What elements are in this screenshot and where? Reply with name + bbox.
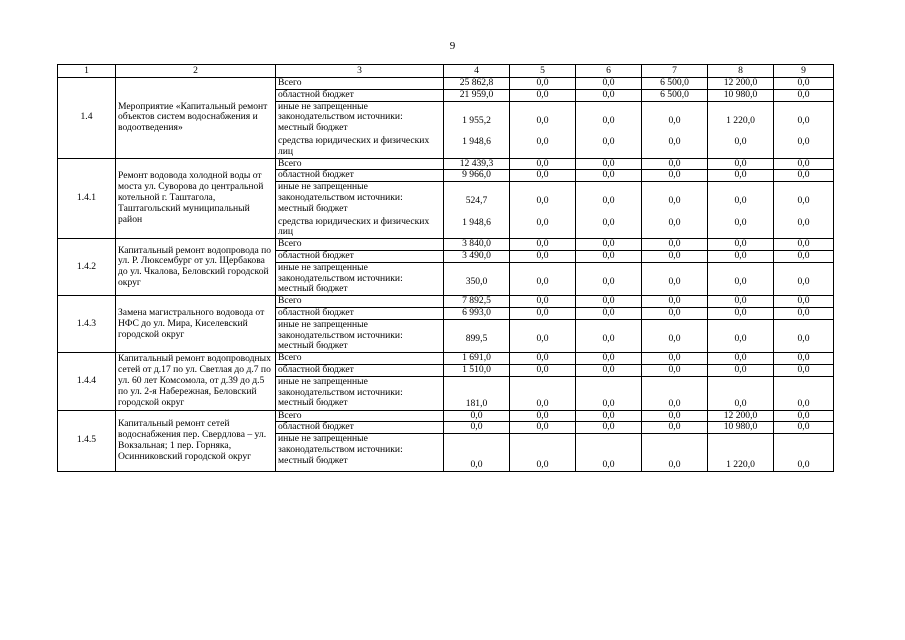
value-cell: 0,0 [510, 89, 576, 101]
value-cell: 0,0 [774, 307, 834, 319]
value-cell: 6 993,0 [444, 307, 510, 319]
source-regional: областной бюджет [276, 170, 444, 182]
local-value: 181,0 [465, 397, 488, 409]
value-cell [444, 182, 510, 239]
value-cell: 0,0 [708, 158, 774, 170]
value-cell: 0,0 [774, 353, 834, 365]
local-value: 0,0 [602, 275, 615, 287]
value-cell: 0,0 [576, 364, 642, 376]
value-cell: 10 980,0 [708, 89, 774, 101]
source-other [276, 434, 444, 472]
source-regional: областной бюджет [276, 422, 444, 434]
value-cell: 0,0 [642, 239, 708, 251]
value-cell: 6 500,0 [642, 89, 708, 101]
local-value: 0,0 [536, 275, 549, 287]
measure-name: Ремонт водовода холодной воды от моста ул. Суворова до центральной котельной г. Таштагола, Таштагольский муниципальный район [116, 158, 276, 239]
value-cell [642, 101, 708, 158]
source-total: Всего [276, 353, 444, 365]
value-cell [576, 262, 642, 295]
value-cell: 0,0 [642, 307, 708, 319]
value-cell: 0,0 [510, 307, 576, 319]
value-cell [510, 376, 576, 410]
value-cell [444, 101, 510, 158]
source-other [276, 182, 444, 239]
legal-value: 0,0 [797, 216, 810, 228]
value-cell: 3 840,0 [444, 239, 510, 251]
value-cell: 6 500,0 [642, 78, 708, 90]
header-cell: 9 [774, 65, 834, 78]
local-value: 1 220,0 [726, 114, 755, 126]
legal-value: 0,0 [668, 216, 681, 228]
label-local: местный бюджет [278, 122, 348, 134]
local-value: 0,0 [797, 397, 810, 409]
budget-table [57, 64, 834, 472]
value-cell: 12 200,0 [708, 78, 774, 90]
value-cell: 0,0 [510, 364, 576, 376]
row-number: 1.4.3 [58, 296, 116, 353]
label-local: местный бюджет [278, 202, 348, 214]
source-regional: областной бюджет [276, 364, 444, 376]
value-cell [576, 376, 642, 410]
value-cell: 0,0 [510, 296, 576, 308]
label-other: иные не запрещенные законодательством источники: [278, 100, 403, 123]
legal-value: 1 948,6 [462, 136, 491, 148]
value-cell [510, 319, 576, 352]
source-regional: областной бюджет [276, 89, 444, 101]
local-value: 899,5 [465, 332, 488, 344]
value-cell: 0,0 [708, 296, 774, 308]
local-value: 0,0 [668, 397, 681, 409]
value-cell: 0,0 [774, 158, 834, 170]
value-cell: 0,0 [774, 239, 834, 251]
local-value: 0,0 [668, 195, 681, 207]
legal-value: 0,0 [602, 136, 615, 148]
local-value: 0,0 [602, 332, 615, 344]
value-cell: 0,0 [774, 422, 834, 434]
measure-name: Капитальный ремонт сетей водоснабжения пер. Свердлова – ул. Вокзальная; 1 пер. Горняка, Осинниковский городской округ [116, 410, 276, 471]
label-local: местный бюджет [278, 340, 348, 352]
local-value: 0,0 [602, 459, 615, 471]
local-value: 0,0 [668, 275, 681, 287]
label-other: иные не запрещенные законодательством источники: [278, 433, 403, 455]
local-value: 0,0 [536, 332, 549, 344]
value-cell: 21 959,0 [444, 89, 510, 101]
value-cell [576, 182, 642, 239]
value-cell: 10 980,0 [708, 422, 774, 434]
value-cell: 0,0 [576, 307, 642, 319]
local-value: 0,0 [797, 195, 810, 207]
header-cell: 2 [116, 65, 276, 78]
value-cell: 0,0 [576, 250, 642, 262]
value-cell [708, 319, 774, 352]
label-local: местный бюджет [278, 283, 348, 295]
value-cell: 0,0 [510, 158, 576, 170]
local-value: 1 220,0 [726, 459, 755, 471]
value-cell: 0,0 [708, 239, 774, 251]
header-cell: 3 [276, 65, 444, 78]
value-cell: 0,0 [708, 170, 774, 182]
label-other: иные не запрещенные законодательством источники: [278, 181, 403, 203]
source-other [276, 101, 444, 158]
value-cell: 0,0 [576, 422, 642, 434]
label-legal: средства юридических и физических лиц [278, 215, 430, 238]
measure-name: Замена магистрального водовода от НФС до ул. Мира, Киселевский городской округ [116, 296, 276, 353]
local-value: 0,0 [602, 114, 615, 126]
value-cell: 0,0 [642, 158, 708, 170]
local-value: 0,0 [668, 332, 681, 344]
value-cell [642, 182, 708, 239]
local-value: 0,0 [668, 459, 681, 471]
label-legal: средства юридических и физических лиц [278, 134, 430, 157]
measure-name: Капитальный ремонт водопровода по ул. Р. Люксембург от ул. Щербакова до ул. Чкалова, Беловский городской округ [116, 239, 276, 296]
value-cell [774, 319, 834, 352]
value-cell: 0,0 [774, 78, 834, 90]
local-value: 0,0 [734, 397, 747, 409]
source-total: Всего [276, 410, 444, 422]
value-cell [642, 434, 708, 472]
local-value: 0,0 [536, 114, 549, 126]
source-other [276, 376, 444, 410]
value-cell: 0,0 [774, 250, 834, 262]
value-cell [774, 434, 834, 472]
value-cell: 0,0 [510, 422, 576, 434]
header-cell: 6 [576, 65, 642, 78]
value-cell: 0,0 [576, 89, 642, 101]
table-row [58, 78, 834, 90]
source-regional: областной бюджет [276, 307, 444, 319]
value-cell [642, 319, 708, 352]
value-cell: 0,0 [774, 410, 834, 422]
local-value: 0,0 [536, 195, 549, 207]
value-cell: 0,0 [576, 410, 642, 422]
legal-value: 0,0 [668, 136, 681, 148]
local-value: 0,0 [734, 275, 747, 287]
local-value: 1 955,2 [462, 114, 491, 126]
legal-value: 0,0 [536, 136, 549, 148]
source-total: Всего [276, 78, 444, 90]
header-cell: 1 [58, 65, 116, 78]
value-cell: 1 691,0 [444, 353, 510, 365]
legal-value: 0,0 [797, 136, 810, 148]
value-cell: 12 200,0 [708, 410, 774, 422]
value-cell: 0,0 [576, 239, 642, 251]
value-cell [708, 376, 774, 410]
local-value: 0,0 [536, 397, 549, 409]
local-value: 0,0 [602, 195, 615, 207]
row-number: 1.4.1 [58, 158, 116, 239]
value-cell: 0,0 [510, 170, 576, 182]
value-cell: 7 892,5 [444, 296, 510, 308]
value-cell: 0,0 [576, 78, 642, 90]
value-cell: 0,0 [708, 250, 774, 262]
value-cell [444, 262, 510, 295]
value-cell: 0,0 [642, 353, 708, 365]
value-cell [774, 376, 834, 410]
local-value: 0,0 [797, 459, 810, 471]
value-cell [576, 101, 642, 158]
local-value: 0,0 [797, 114, 810, 126]
value-cell [510, 182, 576, 239]
value-cell: 0,0 [708, 353, 774, 365]
value-cell: 0,0 [576, 170, 642, 182]
local-value: 0,0 [797, 332, 810, 344]
value-cell: 25 862,8 [444, 78, 510, 90]
measure-name: Мероприятие «Капитальный ремонт объектов систем водоснабжения и водоотведения» [116, 78, 276, 159]
table-row [58, 353, 834, 365]
value-cell: 0,0 [774, 296, 834, 308]
row-number: 1.4 [58, 78, 116, 159]
value-cell: 0,0 [576, 353, 642, 365]
value-cell [576, 434, 642, 472]
value-cell [642, 376, 708, 410]
value-cell [708, 101, 774, 158]
row-number: 1.4.2 [58, 239, 116, 296]
value-cell [774, 101, 834, 158]
local-value: 0,0 [734, 332, 747, 344]
table-row [58, 296, 834, 308]
value-cell: 0,0 [642, 364, 708, 376]
value-cell: 0,0 [642, 410, 708, 422]
local-value: 0,0 [602, 397, 615, 409]
value-cell: 0,0 [444, 422, 510, 434]
row-number: 1.4.4 [58, 353, 116, 410]
value-cell: 0,0 [576, 296, 642, 308]
value-cell [774, 182, 834, 239]
local-value: 0,0 [470, 459, 483, 471]
value-cell: 12 439,3 [444, 158, 510, 170]
value-cell [708, 262, 774, 295]
legal-value: 0,0 [602, 216, 615, 228]
legal-value: 0,0 [536, 216, 549, 228]
value-cell: 0,0 [510, 353, 576, 365]
value-cell: 0,0 [510, 250, 576, 262]
value-cell: 0,0 [774, 89, 834, 101]
value-cell: 0,0 [444, 410, 510, 422]
local-value: 0,0 [734, 195, 747, 207]
source-total: Всего [276, 296, 444, 308]
value-cell [444, 434, 510, 472]
label-other: иные не запрещенные законодательством источники: [278, 261, 403, 284]
header-cell: 4 [444, 65, 510, 78]
page-number: 9 [449, 40, 456, 52]
value-cell [510, 434, 576, 472]
local-value: 0,0 [797, 275, 810, 287]
value-cell [510, 101, 576, 158]
value-cell: 0,0 [510, 410, 576, 422]
row-number: 1.4.5 [58, 410, 116, 471]
legal-value: 1 948,6 [462, 216, 491, 228]
source-other [276, 319, 444, 352]
value-cell [642, 262, 708, 295]
label-other: иные не запрещенные законодательством источники: [278, 375, 403, 398]
table-row [58, 158, 834, 170]
header-cell: 8 [708, 65, 774, 78]
local-value: 0,0 [668, 114, 681, 126]
source-regional: областной бюджет [276, 250, 444, 262]
value-cell [576, 319, 642, 352]
source-other [276, 262, 444, 295]
value-cell: 0,0 [642, 170, 708, 182]
value-cell: 0,0 [642, 250, 708, 262]
value-cell [444, 376, 510, 410]
local-value: 524,7 [465, 195, 488, 207]
local-value: 350,0 [465, 275, 488, 287]
table-row [58, 239, 834, 251]
value-cell [774, 262, 834, 295]
value-cell [708, 434, 774, 472]
label-local: местный бюджет [278, 454, 348, 466]
value-cell: 0,0 [708, 307, 774, 319]
value-cell: 0,0 [642, 422, 708, 434]
local-value: 0,0 [536, 459, 549, 471]
measure-name: Капитальный ремонт водопроводных сетей от д.17 по ул. Светлая до д.7 по ул. 60 лет Комсомола, от д.39 до д.5 по ул. 2-я Набережная, Беловский городской округ [116, 353, 276, 410]
value-cell [510, 262, 576, 295]
table-row [58, 410, 834, 422]
value-cell: 0,0 [774, 170, 834, 182]
header-cell: 5 [510, 65, 576, 78]
label-other: иные не запрещенные законодательством источники: [278, 318, 403, 341]
header-row [58, 65, 834, 78]
header-cell: 7 [642, 65, 708, 78]
value-cell: 0,0 [708, 364, 774, 376]
value-cell [708, 182, 774, 239]
value-cell: 0,0 [576, 158, 642, 170]
source-total: Всего [276, 239, 444, 251]
value-cell: 0,0 [510, 239, 576, 251]
value-cell: 0,0 [642, 296, 708, 308]
label-local: местный бюджет [278, 397, 348, 409]
legal-value: 0,0 [734, 136, 747, 148]
value-cell: 3 490,0 [444, 250, 510, 262]
value-cell: 1 510,0 [444, 364, 510, 376]
source-total: Всего [276, 158, 444, 170]
value-cell: 0,0 [510, 78, 576, 90]
value-cell [444, 319, 510, 352]
value-cell: 9 966,0 [444, 170, 510, 182]
value-cell: 0,0 [774, 364, 834, 376]
legal-value: 0,0 [734, 216, 747, 228]
